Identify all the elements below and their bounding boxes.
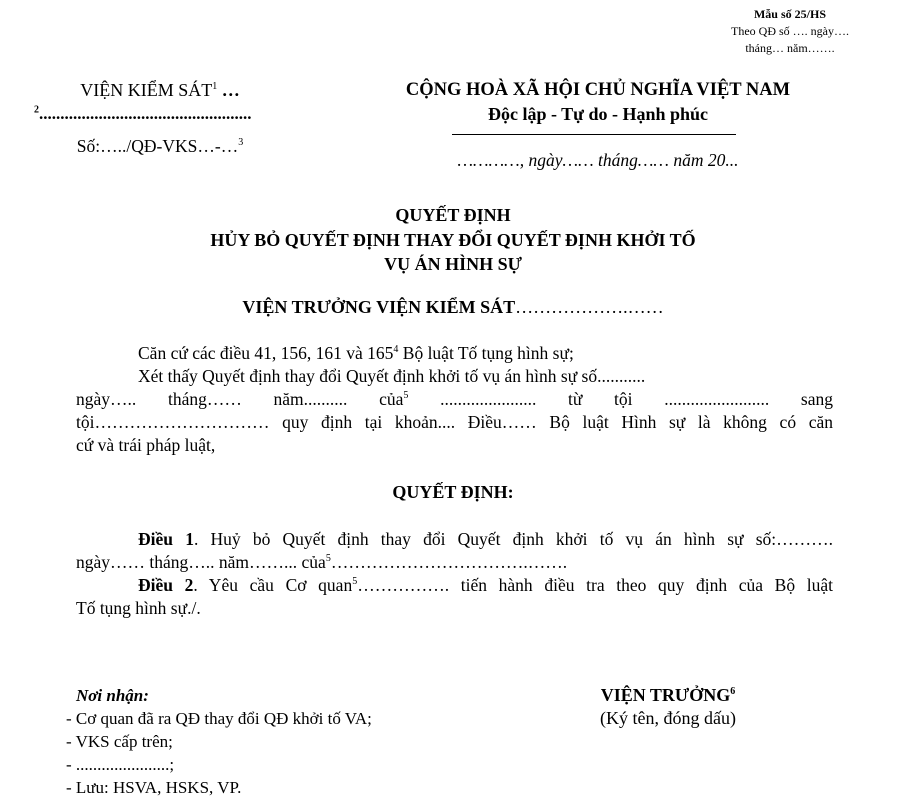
form-ref-line1: Theo QĐ số …. ngày…. [731, 24, 849, 38]
signer-title: VIỆN TRƯỞNG$^6$ [600, 685, 736, 705]
footnote-ref: 5 [352, 576, 358, 588]
national-motto: Độc lập - Tự do - Hạnh phúc [487, 104, 709, 124]
recipient-item: - Cơ quan đã ra QĐ thay đổi QĐ khởi tố VA; [66, 709, 372, 728]
recipient-item: - Lưu: HSVA, HSKS, VP. [66, 778, 242, 797]
basis-line: tội………………………… quy định tại khoản.... Điều…… Bộ luật Hình sự là không có căn [76, 412, 833, 432]
doc-subject-line2: VỤ ÁN HÌNH SỰ [384, 254, 522, 274]
basis-line: cứ và trái pháp luật, [76, 435, 216, 455]
recipients-label: Nơi nhận: [76, 686, 149, 705]
agency-name: VIỆN KIỂM SÁT$^1$ … [80, 80, 240, 100]
footnote-ref: 3 [238, 137, 244, 149]
signature-block [578, 684, 758, 730]
footnote-ref: 6 [730, 686, 736, 697]
form-code [700, 6, 880, 57]
recipients-block [66, 684, 372, 799]
footnote-ref: 5 [403, 390, 409, 402]
article-2: Điều 2. Yêu cầu Cơ quan$^5$……………. tiến hành điều tra theo quy định của Bộ luật [138, 575, 833, 595]
issuing-authority: VIỆN TRƯỞNG VIỆN KIỂM SÁT……………….…… [242, 297, 664, 317]
decision-heading: QUYẾT ĐỊNH: [392, 482, 514, 502]
document-number: Số:…../QĐ-VKS…-…$^3$ [76, 136, 244, 156]
basis-line: Xét thấy Quyết định thay đổi Quyết định khởi tố vụ án hình sự số........... [138, 366, 646, 386]
recipient-item: - VKS cấp trên; [66, 732, 173, 751]
basis-line: ngày….. tháng…… năm.......... của$^5$ ...................... từ tội ........................ sang [76, 389, 833, 409]
doc-subject-line1: HỦY BỎ QUYẾT ĐỊNH THAY ĐỔI QUYẾT ĐỊNH KHỞI TỐ [210, 230, 696, 250]
article-1: Điều 1. Huỷ bỏ Quyết định thay đổi Quyết định khởi tố vụ án hình sự số:………. [138, 529, 833, 549]
form-ref-line2: tháng… năm……. [745, 41, 835, 55]
footnote-ref: 2 [34, 104, 39, 116]
articles [76, 528, 833, 620]
article-1-line2: ngày…… tháng….. năm……... của$^5$…………………………….……. [76, 552, 568, 572]
form-number: Mẫu số 25/HS [753, 7, 826, 21]
basis-line: Căn cứ các điều 41, 156, 161 và $165^4$ Bộ luật Tố tụng hình sự; [138, 343, 574, 363]
recipient-item: - ......................; [66, 755, 175, 774]
legal-basis [76, 342, 833, 457]
article-2-line2: Tố tụng hình sự./. [76, 598, 201, 618]
motto-underline [452, 134, 736, 135]
place-date-line: …………, ngày…… tháng…… năm 20... [457, 150, 739, 170]
footnote-ref: 1 [212, 81, 218, 92]
signature-note: (Ký tên, đóng dấu) [600, 708, 736, 728]
footnote-ref: 5 [325, 553, 331, 565]
doc-type-title: QUYẾT ĐỊNH [395, 205, 511, 225]
agency-unit-blank: $^2$.................................................. [34, 104, 252, 123]
footnote-ref: 4 [393, 344, 399, 356]
national-title: CỘNG HOÀ XÃ HỘI CHỦ NGHĨA VIỆT NAM [405, 80, 791, 100]
